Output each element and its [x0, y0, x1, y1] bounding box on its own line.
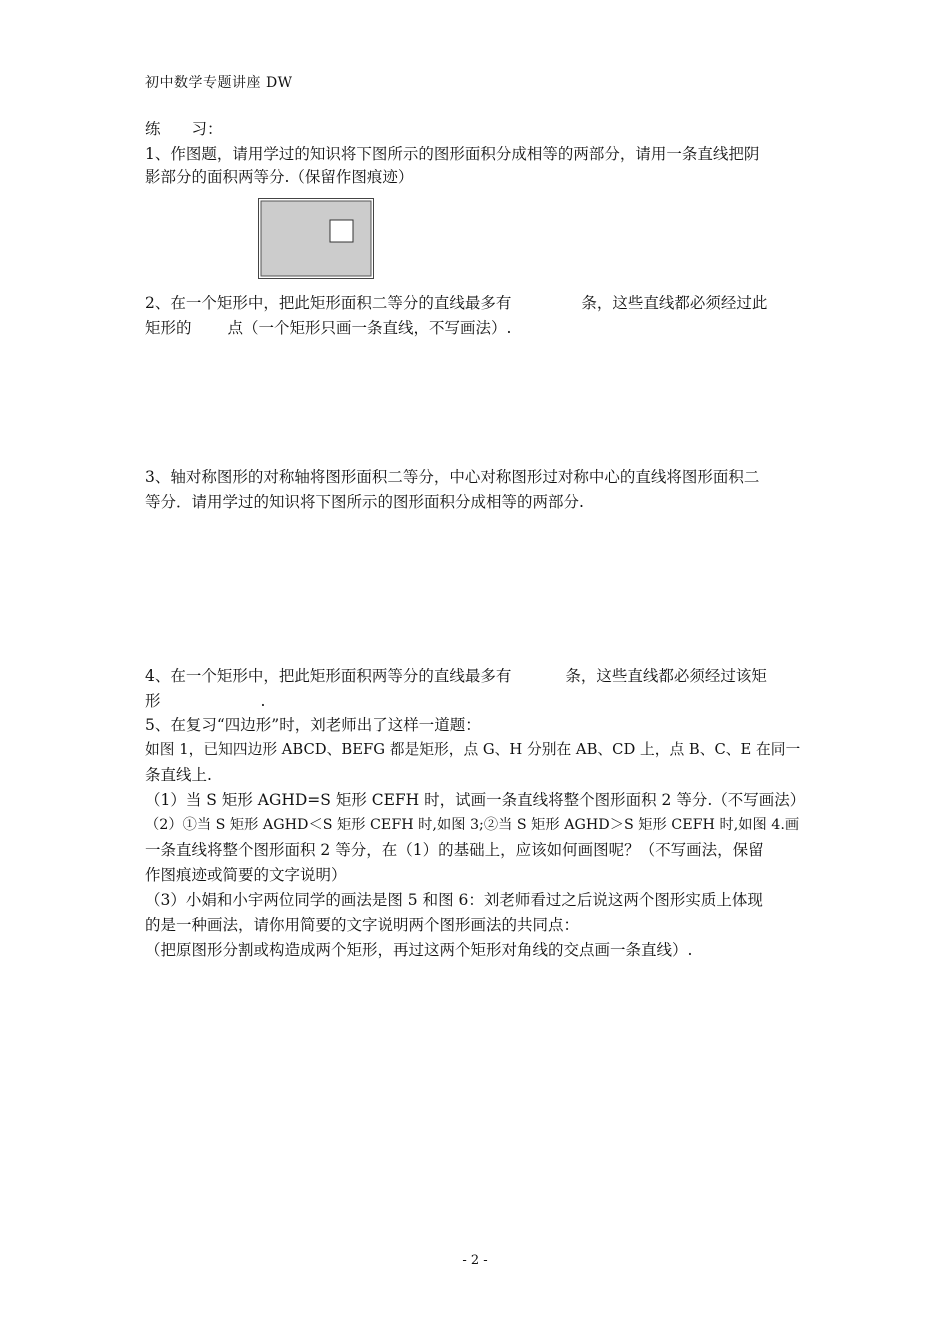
page-number: - 2 - — [462, 1253, 488, 1268]
section-title: 练 习： — [145, 120, 223, 138]
q3-line-2: 等分．请用学过的知识将下图所示的图形面积分成相等的两部分. — [145, 493, 584, 511]
q3-line-1: 3、轴对称图形的对称轴将图形面积二等分，中心对称图形过对称中心的直线将图形面积二 — [145, 468, 760, 486]
q5-line-2: 条直线上. — [145, 766, 212, 784]
q5-answer: （把原图形分割或构造成两个矩形，再过这两个矩形对角线的交点画一条直线）. — [145, 941, 693, 959]
q4-line-2-b: . — [260, 692, 266, 710]
page-header: 初中数学专题讲座 DW — [145, 75, 293, 91]
q2-line-2 — [145, 317, 810, 339]
q4-line-1-a: 4、在一个矩形中，把此矩形面积两等分的直线最多有 — [145, 667, 512, 685]
q5-part-2-line-2: 一条直线将整个图形面积 2 等分，在（1）的基础上，应该如何画图呢？（不写画法，保留 — [145, 841, 764, 859]
q5-part-2-line-3: 作图痕迹或简要的文字说明） — [145, 866, 347, 884]
q5-part-3-line-1: （3）小娟和小宇两位同学的画法是图 5 和图 6：刘老师看过之后说这两个图形实质上体现 — [145, 891, 763, 909]
q4-line-2-a: 形 — [145, 692, 161, 710]
q5-intro: 5、在复习“四边形”时，刘老师出了这样一道题： — [145, 716, 481, 734]
q2-line-1-b: 条，这些直线都必须经过此 — [581, 294, 768, 312]
q2-line-1-a: 2、在一个矩形中，把此矩形面积二等分的直线最多有 — [145, 294, 512, 312]
q2-line-2-a: 矩形的 — [145, 319, 192, 337]
shaded-rectangle-figure — [258, 198, 374, 279]
q5-part-3-line-2: 的是一种画法，请你用简要的文字说明两个图形画法的共同点： — [145, 916, 580, 934]
q4-line-1-b: 条，这些直线都必须经过该矩 — [565, 667, 767, 685]
q2-line-2-b: 点（一个矩形只画一条直线，不写画法）. — [227, 319, 512, 337]
q5-line-1: 如图 1，已知四边形 ABCD、BEFG 都是矩形，点 G、H 分别在 AB、CD 上，点 B、C、E 在同一 — [145, 741, 801, 758]
q5-part-1: （1）当 S 矩形 AGHD=S 矩形 CEFH 时，试画一条直线将整个图形面积 2 等分.（不写画法） — [145, 791, 806, 809]
q1-line-1: 1、作图题，请用学过的知识将下图所示的图形面积分成相等的两部分，请用一条直线把阴 — [145, 145, 760, 163]
q4-line-2 — [145, 690, 810, 712]
square-hole — [330, 220, 353, 242]
shaded-region — [261, 201, 371, 276]
q2-line-1 — [145, 292, 810, 314]
q1-line-2: 影部分的面积两等分.（保留作图痕迹） — [145, 168, 414, 186]
q5-part-2-line-1: （2）①当 S 矩形 AGHD＜S 矩形 CEFH 时,如图 3;②当 S 矩形 AGHD＞S 矩形 CEFH 时,如图 4.画 — [145, 817, 800, 833]
q4-line-1 — [145, 665, 810, 687]
